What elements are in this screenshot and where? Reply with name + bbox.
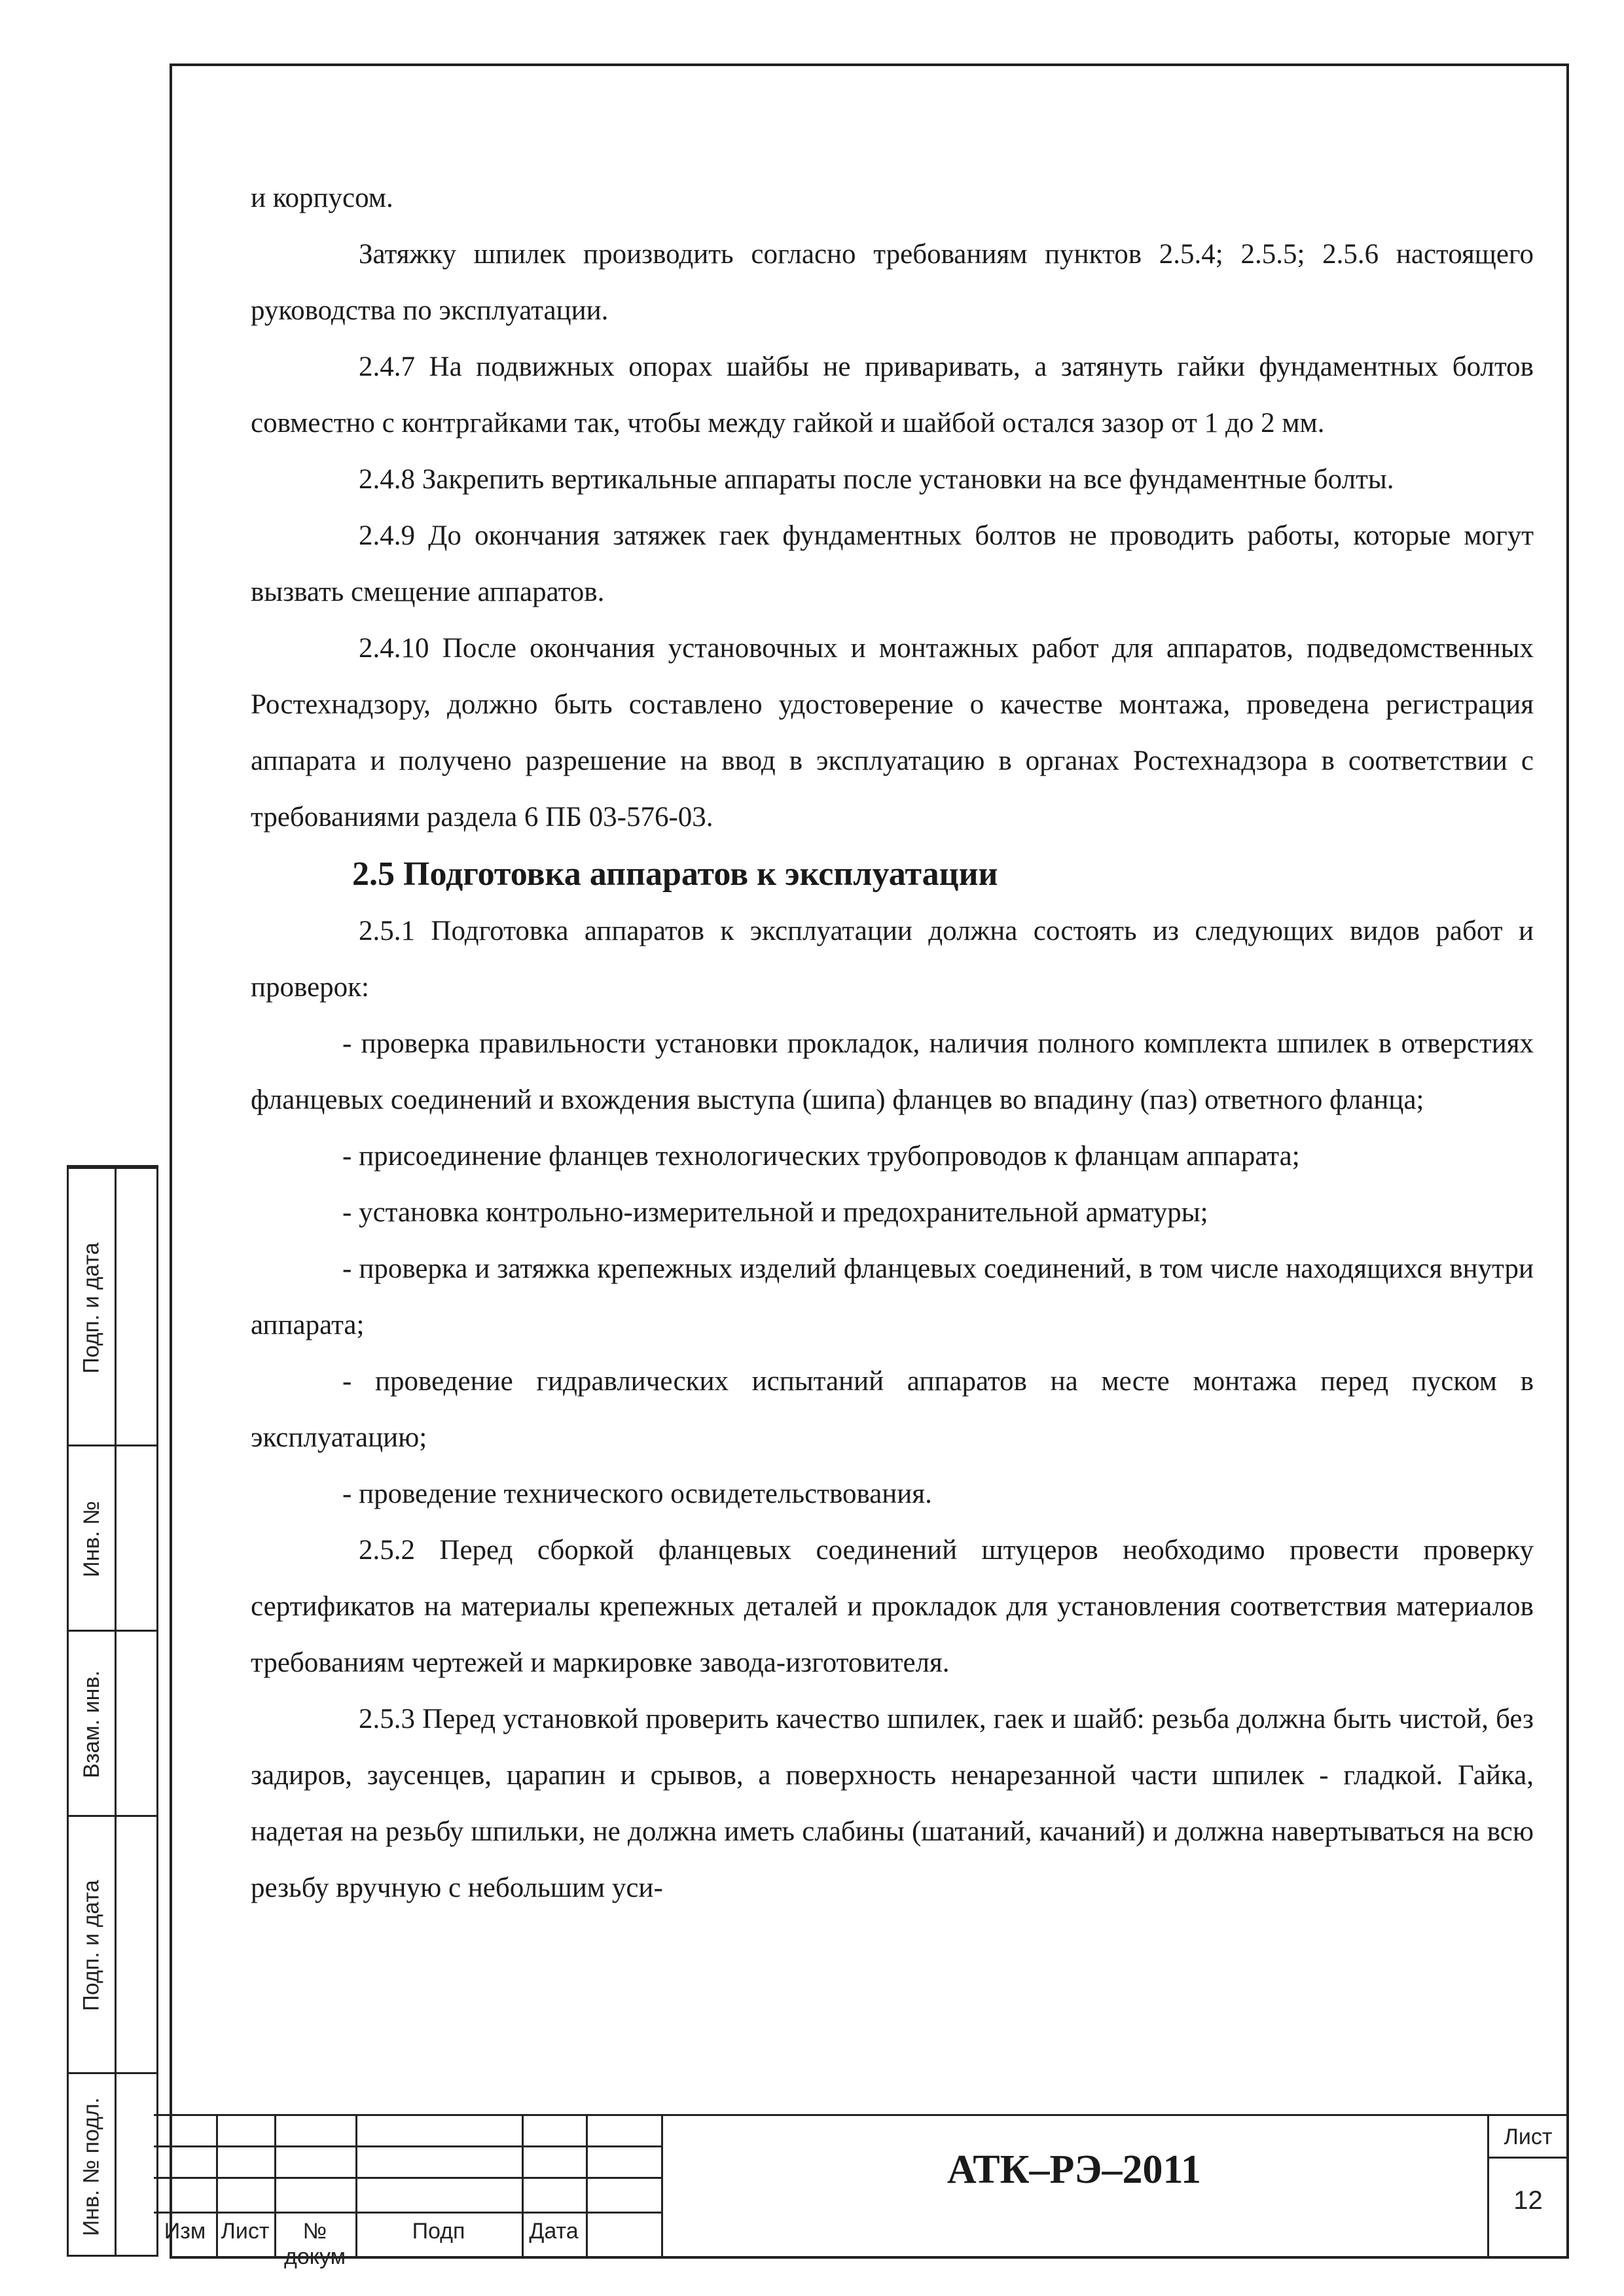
side-stamp-cell [69, 1815, 156, 2072]
side-stamp-cell [69, 1630, 156, 1815]
title-block-line [154, 2114, 1569, 2116]
side-stamp-cell [69, 1167, 156, 1444]
list-item: - присоединение фланцев технологических трубопроводов к фланцам аппарата; [342, 1141, 1300, 1172]
document-code: АТК–РЭ–2011 [947, 2147, 1202, 2192]
paragraph: 2.5.2 Перед сборкой фланцевых соединений штуцеров необходимо провести проверку сертификатов на материалы крепежных деталей и прокладок для установления соответствия материалов требованиям чертежей и маркировке завода-изготовителя. [251, 1535, 1534, 1678]
list-item: - проверка и затяжка крепежных изделий фланцевых соединений, в том числе находящихся внутри аппарата; [251, 1253, 1534, 1340]
paragraph: 2.5.1 Подготовка аппаратов к эксплуатации должна состоять из следующих видов работ и проверок: [251, 916, 1534, 1003]
paragraph: 2.4.10 После окончания установочных и монтажных работ для аппаратов, подведомственных Ростехнадзору, должно быть составлено удостоверение о качестве монтажа, проведена регистрация аппарата и получено разрешение на ввод в эксплуатацию в органах Ростехнадзора в соответствии с требованиями раздела 6 ПБ 03-576-03. [251, 633, 1534, 833]
paragraph: Затяжку шпилек производить согласно требованиям пунктов 2.5.4; 2.5.5; 2.5.6 настоящего руководства по эксплуатации. [251, 239, 1534, 326]
side-stamp-label: Инв. № подл. [79, 2097, 104, 2236]
sheet-number: 12 [1513, 2186, 1543, 2215]
side-stamp-label: Подп. и дата [79, 1242, 104, 1374]
document-body [251, 170, 1534, 1916]
column-label-doc-number: № докум [284, 2219, 346, 2269]
title-block-line [586, 2114, 588, 2259]
side-stamp-cell [69, 2072, 156, 2257]
list-item: - проведение технического освидетельствования. [342, 1479, 932, 1509]
side-stamp-label: Инв. № [79, 1501, 104, 1577]
column-label-izm: Изм [164, 2219, 206, 2244]
column-label-signature: Подп [412, 2219, 465, 2244]
list-item: - проверка правильности установки прокладок, наличия полного комплекта шпилек в отверстиях фланцевых соединений и вхождения выступа (шипа) фланцев во впадину (паз) ответного фланца; [251, 1028, 1534, 1115]
side-stamp-label: Взам. инв. [79, 1670, 104, 1778]
paragraph: 2.4.7 На подвижных опорах шайбы не приваривать, а затянуть гайки фундаментных болтов совместно с контргайками так, чтобы между гайкой и шайбой остался зазор от 1 до 2 мм. [251, 351, 1534, 439]
title-block-line [154, 2177, 661, 2179]
paragraph: 2.4.9 До окончания затяжек гаек фундаментных болтов не проводить работы, которые могут вызвать смещение аппаратов. [251, 520, 1534, 607]
side-stamp-table [67, 1165, 158, 2257]
column-label-date: Дата [529, 2219, 579, 2244]
title-block-line [154, 2145, 661, 2147]
title-block [154, 2114, 1569, 2269]
paragraph: 2.5.3 Перед установкой проверить качество шпилек, гаек и шайб: резьба должна быть чистой, без задиров, заусенцев, царапин и срывов, а поверхность ненарезанной части шпилек - гладкой. Гайка, надетая на резьбу шпильки, не должна иметь слабины (шатаний, качаний) и должна навертываться на всю резьбу вручную с небольшим уси- [251, 1704, 1534, 1903]
paragraph: 2.4.8 Закрепить вертикальные аппараты после установки на все фундаментные болты. [359, 464, 1394, 495]
list-item: - проведение гидравлических испытаний аппаратов на месте монтажа перед пуском в эксплуатацию; [251, 1366, 1534, 1453]
sheet-label: Лист [1504, 2125, 1553, 2149]
title-block-line [1487, 2157, 1569, 2159]
side-stamp-cell [69, 1444, 156, 1630]
paragraph: и корпусом. [251, 183, 393, 213]
side-stamp-label: Подп. и дата [79, 1880, 104, 2011]
section-heading: 2.5 Подготовка аппаратов к эксплуатации [352, 855, 998, 893]
title-block-line [154, 2212, 661, 2214]
column-label-list: Лист [221, 2219, 270, 2244]
list-item: - установка контрольно-измерительной и предохранительной арматуры; [342, 1197, 1208, 1228]
